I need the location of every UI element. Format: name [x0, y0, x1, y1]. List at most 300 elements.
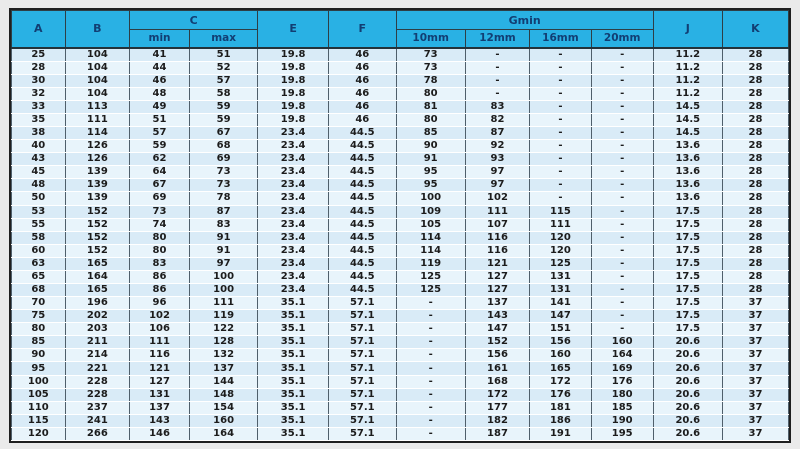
cell: 169	[591, 362, 653, 375]
cell: 67	[130, 179, 190, 192]
cell: 182	[465, 414, 529, 427]
cell: 57	[130, 127, 190, 140]
table-row	[12, 310, 789, 323]
cell: 164	[591, 349, 653, 362]
cell: 80	[130, 231, 190, 244]
cell: 49	[130, 100, 190, 113]
cell: 23.4	[258, 179, 329, 192]
cell: 17.5	[653, 218, 722, 231]
cell: 46	[329, 48, 397, 62]
cell: 164	[65, 270, 129, 283]
cell: 59	[189, 100, 257, 113]
cell: 58	[189, 87, 257, 100]
cell: 74	[130, 218, 190, 231]
cell: 143	[465, 310, 529, 323]
cell: 68	[12, 284, 66, 297]
cell: 46	[329, 113, 397, 126]
cell: 57.1	[329, 297, 397, 310]
cell: 28	[12, 61, 66, 74]
table-row	[12, 192, 789, 205]
cell: -	[530, 113, 591, 126]
table-row	[12, 179, 789, 192]
table-row	[12, 336, 789, 349]
cell: -	[591, 192, 653, 205]
cell: 137	[465, 297, 529, 310]
cell: 90	[12, 349, 66, 362]
cell: 172	[465, 388, 529, 401]
cell: 191	[530, 427, 591, 440]
cell: 120	[12, 427, 66, 440]
cell: 63	[12, 257, 66, 270]
cell: 85	[12, 336, 66, 349]
cell: 44.5	[329, 127, 397, 140]
cell: 160	[591, 336, 653, 349]
cell: 87	[189, 205, 257, 218]
cell: 19.8	[258, 74, 329, 87]
cell: -	[591, 310, 653, 323]
cell: 20.6	[653, 336, 722, 349]
column-header-b: B	[65, 11, 129, 48]
cell: 186	[530, 414, 591, 427]
column-header-j: J	[653, 11, 722, 48]
cell: 28	[722, 231, 788, 244]
column-header-gmin-12mm: 12mm	[465, 30, 529, 48]
column-header-a: A	[12, 11, 66, 48]
cell: 44	[130, 61, 190, 74]
cell: -	[591, 284, 653, 297]
cell: 28	[722, 166, 788, 179]
cell: 69	[189, 153, 257, 166]
cell: 37	[722, 388, 788, 401]
cell: 152	[65, 231, 129, 244]
cell: 146	[130, 427, 190, 440]
cell: 111	[130, 336, 190, 349]
cell: 97	[465, 179, 529, 192]
cell: 28	[722, 153, 788, 166]
cell: 35.1	[258, 310, 329, 323]
table-row	[12, 244, 789, 257]
cell: 83	[465, 100, 529, 113]
cell: 109	[396, 205, 465, 218]
cell: 13.6	[653, 192, 722, 205]
cell: -	[530, 74, 591, 87]
cell: 160	[530, 349, 591, 362]
cell: 17.5	[653, 257, 722, 270]
cell: 85	[396, 127, 465, 140]
cell: 83	[189, 218, 257, 231]
cell: 23.4	[258, 192, 329, 205]
table-row	[12, 257, 789, 270]
table-row	[12, 297, 789, 310]
cell: 266	[65, 427, 129, 440]
cell: 28	[722, 48, 788, 62]
cell: 44.5	[329, 205, 397, 218]
cell: 57.1	[329, 323, 397, 336]
cell: 35.1	[258, 427, 329, 440]
cell: -	[591, 179, 653, 192]
cell: -	[465, 87, 529, 100]
cell: 105	[396, 218, 465, 231]
cell: 80	[396, 113, 465, 126]
cell: 107	[465, 218, 529, 231]
cell: 17.5	[653, 231, 722, 244]
cell: 127	[465, 270, 529, 283]
cell: 28	[722, 257, 788, 270]
column-header-c: C	[130, 11, 258, 30]
cell: 17.5	[653, 297, 722, 310]
cell: 152	[465, 336, 529, 349]
cell: 111	[189, 297, 257, 310]
cell: 139	[65, 166, 129, 179]
cell: 81	[396, 100, 465, 113]
cell: 125	[530, 257, 591, 270]
cell: -	[530, 87, 591, 100]
cell: 28	[722, 140, 788, 153]
cell: 168	[465, 375, 529, 388]
table-row	[12, 205, 789, 218]
cell: 203	[65, 323, 129, 336]
cell: 176	[591, 375, 653, 388]
cell: 44.5	[329, 179, 397, 192]
cell: 20.6	[653, 349, 722, 362]
cell: 196	[65, 297, 129, 310]
cell: 25	[12, 48, 66, 62]
cell: -	[396, 414, 465, 427]
cell: 55	[12, 218, 66, 231]
cell: 44.5	[329, 192, 397, 205]
cell: 20.6	[653, 427, 722, 440]
cell: 57.1	[329, 388, 397, 401]
cell: 33	[12, 100, 66, 113]
cell: 80	[12, 323, 66, 336]
cell: -	[396, 388, 465, 401]
cell: -	[530, 140, 591, 153]
cell: 147	[465, 323, 529, 336]
cell: 97	[465, 166, 529, 179]
cell: 116	[130, 349, 190, 362]
cell: 28	[722, 61, 788, 74]
cell: 113	[65, 100, 129, 113]
table-row	[12, 349, 789, 362]
cell: 11.2	[653, 87, 722, 100]
cell: 100	[396, 192, 465, 205]
dimension-spec-table	[11, 10, 789, 441]
cell: 241	[65, 414, 129, 427]
dimension-table-container	[9, 8, 791, 443]
cell: -	[530, 153, 591, 166]
cell: 126	[65, 140, 129, 153]
cell: 176	[530, 388, 591, 401]
cell: 44.5	[329, 140, 397, 153]
cell: 50	[12, 192, 66, 205]
cell: 91	[396, 153, 465, 166]
cell: 147	[530, 310, 591, 323]
cell: -	[591, 323, 653, 336]
cell: 137	[130, 401, 190, 414]
cell: 23.4	[258, 218, 329, 231]
cell: 53	[12, 205, 66, 218]
cell: 57.1	[329, 349, 397, 362]
cell: 28	[722, 179, 788, 192]
cell: 23.4	[258, 244, 329, 257]
cell: 180	[591, 388, 653, 401]
cell: 62	[130, 153, 190, 166]
cell: -	[591, 270, 653, 283]
cell: -	[591, 218, 653, 231]
cell: 125	[396, 270, 465, 283]
cell: -	[591, 244, 653, 257]
cell: 115	[530, 205, 591, 218]
cell: 28	[722, 100, 788, 113]
cell: 46	[329, 87, 397, 100]
cell: 17.5	[653, 323, 722, 336]
cell: 132	[189, 349, 257, 362]
cell: 35	[12, 113, 66, 126]
cell: 195	[591, 427, 653, 440]
cell: 28	[722, 218, 788, 231]
cell: 80	[130, 244, 190, 257]
cell: 127	[465, 284, 529, 297]
cell: 35.1	[258, 375, 329, 388]
cell: 28	[722, 205, 788, 218]
cell: 120	[530, 244, 591, 257]
cell: 75	[12, 310, 66, 323]
cell: 139	[65, 179, 129, 192]
cell: 28	[722, 270, 788, 283]
cell: 104	[65, 87, 129, 100]
cell: 121	[465, 257, 529, 270]
cell: -	[530, 127, 591, 140]
cell: 35.1	[258, 388, 329, 401]
cell: 73	[130, 205, 190, 218]
cell: 37	[722, 297, 788, 310]
cell: -	[396, 310, 465, 323]
cell: -	[465, 61, 529, 74]
cell: 11.2	[653, 74, 722, 87]
cell: 35.1	[258, 297, 329, 310]
cell: 83	[130, 257, 190, 270]
cell: 172	[530, 375, 591, 388]
cell: 11.2	[653, 61, 722, 74]
cell: 221	[65, 362, 129, 375]
cell: -	[591, 48, 653, 62]
cell: 35.1	[258, 349, 329, 362]
cell: 86	[130, 270, 190, 283]
cell: 181	[530, 401, 591, 414]
cell: 111	[530, 218, 591, 231]
cell: 91	[189, 231, 257, 244]
cell: 151	[530, 323, 591, 336]
column-header-gmin-20mm: 20mm	[591, 30, 653, 48]
cell: 131	[530, 284, 591, 297]
table-row	[12, 87, 789, 100]
table-row	[12, 270, 789, 283]
cell: 57.1	[329, 427, 397, 440]
cell: 165	[65, 284, 129, 297]
cell: 13.6	[653, 140, 722, 153]
cell: 152	[65, 205, 129, 218]
cell: 44.5	[329, 166, 397, 179]
table-row	[12, 166, 789, 179]
cell: 122	[189, 323, 257, 336]
cell: 68	[189, 140, 257, 153]
cell: -	[530, 192, 591, 205]
cell: 51	[130, 113, 190, 126]
cell: 28	[722, 113, 788, 126]
cell: -	[591, 257, 653, 270]
cell: 37	[722, 375, 788, 388]
cell: 20.6	[653, 401, 722, 414]
cell: 20.6	[653, 388, 722, 401]
cell: 57.1	[329, 401, 397, 414]
cell: 57.1	[329, 336, 397, 349]
cell: 165	[530, 362, 591, 375]
cell: 69	[130, 192, 190, 205]
cell: 177	[465, 401, 529, 414]
cell: -	[591, 231, 653, 244]
cell: 32	[12, 87, 66, 100]
cell: -	[530, 61, 591, 74]
cell: 73	[396, 61, 465, 74]
cell: 100	[12, 375, 66, 388]
cell: 51	[189, 48, 257, 62]
cell: 37	[722, 401, 788, 414]
cell: 161	[465, 362, 529, 375]
cell: 121	[130, 362, 190, 375]
table-row	[12, 74, 789, 87]
cell: 57.1	[329, 310, 397, 323]
column-header-gmin: Gmin	[396, 11, 653, 30]
cell: -	[591, 61, 653, 74]
cell: 35.1	[258, 414, 329, 427]
table-row	[12, 61, 789, 74]
cell: 73	[189, 179, 257, 192]
cell: 38	[12, 127, 66, 140]
cell: 37	[722, 427, 788, 440]
cell: 40	[12, 140, 66, 153]
cell: 23.4	[258, 127, 329, 140]
cell: 164	[189, 427, 257, 440]
cell: 111	[465, 205, 529, 218]
table-row	[12, 48, 789, 62]
cell: 59	[189, 113, 257, 126]
cell: 90	[396, 140, 465, 153]
column-header-e: E	[258, 11, 329, 48]
cell: 116	[465, 244, 529, 257]
cell: 23.4	[258, 257, 329, 270]
cell: 30	[12, 74, 66, 87]
cell: 102	[465, 192, 529, 205]
cell: 126	[65, 153, 129, 166]
cell: 14.5	[653, 113, 722, 126]
cell: 214	[65, 349, 129, 362]
cell: 115	[12, 414, 66, 427]
cell: 114	[396, 231, 465, 244]
cell: 23.4	[258, 153, 329, 166]
header-row-top	[12, 11, 789, 30]
cell: 131	[130, 388, 190, 401]
cell: 46	[130, 74, 190, 87]
cell: 82	[465, 113, 529, 126]
cell: 52	[189, 61, 257, 74]
table-body	[12, 48, 789, 441]
cell: -	[396, 297, 465, 310]
cell: 17.5	[653, 310, 722, 323]
cell: -	[591, 87, 653, 100]
cell: 19.8	[258, 113, 329, 126]
cell: 48	[130, 87, 190, 100]
cell: 23.4	[258, 205, 329, 218]
cell: 64	[130, 166, 190, 179]
cell: 44.5	[329, 284, 397, 297]
table-row	[12, 218, 789, 231]
cell: 19.8	[258, 87, 329, 100]
cell: 93	[465, 153, 529, 166]
cell: -	[530, 179, 591, 192]
cell: 228	[65, 388, 129, 401]
cell: -	[465, 74, 529, 87]
cell: -	[591, 205, 653, 218]
cell: 106	[130, 323, 190, 336]
cell: 152	[65, 218, 129, 231]
cell: -	[396, 427, 465, 440]
cell: 46	[329, 74, 397, 87]
cell: 35.1	[258, 401, 329, 414]
cell: 44.5	[329, 257, 397, 270]
cell: 11.2	[653, 48, 722, 62]
table-row	[12, 375, 789, 388]
cell: 37	[722, 414, 788, 427]
column-header-gmin-16mm: 16mm	[530, 30, 591, 48]
cell: 187	[465, 427, 529, 440]
cell: 92	[465, 140, 529, 153]
cell: 19.8	[258, 61, 329, 74]
cell: 13.6	[653, 179, 722, 192]
cell: 144	[189, 375, 257, 388]
column-header-f: F	[329, 11, 397, 48]
cell: 28	[722, 192, 788, 205]
cell: 20.6	[653, 414, 722, 427]
cell: -	[591, 140, 653, 153]
cell: 60	[12, 244, 66, 257]
cell: 95	[396, 166, 465, 179]
cell: 128	[189, 336, 257, 349]
cell: -	[530, 48, 591, 62]
cell: 154	[189, 401, 257, 414]
cell: 139	[65, 192, 129, 205]
cell: 23.4	[258, 140, 329, 153]
cell: 46	[329, 100, 397, 113]
cell: 160	[189, 414, 257, 427]
cell: 28	[722, 244, 788, 257]
table-row	[12, 401, 789, 414]
cell: 143	[130, 414, 190, 427]
cell: 37	[722, 349, 788, 362]
cell: 190	[591, 414, 653, 427]
cell: 119	[396, 257, 465, 270]
cell: 45	[12, 166, 66, 179]
column-header-c-min: min	[130, 30, 190, 48]
cell: -	[591, 113, 653, 126]
table-row	[12, 113, 789, 126]
cell: 37	[722, 323, 788, 336]
cell: 104	[65, 74, 129, 87]
cell: 17.5	[653, 270, 722, 283]
cell: 19.8	[258, 48, 329, 62]
cell: 111	[65, 113, 129, 126]
cell: 19.8	[258, 100, 329, 113]
cell: -	[530, 100, 591, 113]
